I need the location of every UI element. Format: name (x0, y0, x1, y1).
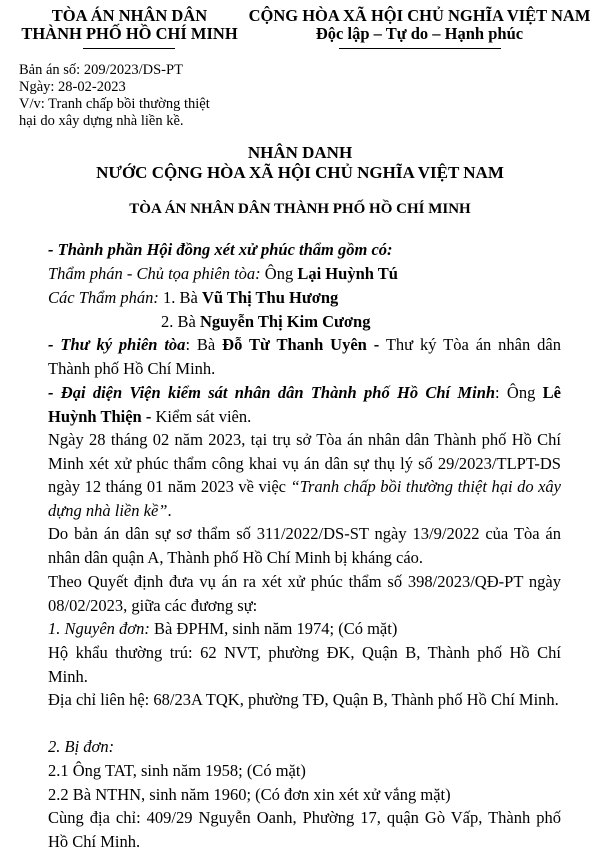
panel-heading: - Thành phần Hội đồng xét xử phúc thẩm gồm có: (48, 240, 393, 259)
title-court: TÒA ÁN NHÂN DÂN THÀNH PHỐ HỒ CHÍ MINH (129, 201, 471, 217)
decision-paragraph: Theo Quyết định đưa vụ án ra xét xử phúc thẩm số 398/2023/QĐ-PT ngày 08/02/2023, giữa các đương sự: (48, 572, 561, 615)
plaintiff-contact: Địa chỉ liên hệ: 68/23A TQK, phường TĐ, Quận B, Thành phố Hồ Chí Minh. (48, 690, 559, 709)
plaintiff-line (48, 617, 397, 641)
defendant-label: 2. Bị đơn: (48, 737, 115, 756)
case-date: Ngày: 28-02-2023 (19, 79, 126, 95)
hearing-end: . (167, 500, 172, 520)
clerk-role: Thư ký Tòa án nhân dân Thành phố Hồ Chí Minh. (48, 335, 561, 378)
procuracy-paragraph (48, 381, 561, 428)
common-address: Cùng địa chỉ: 409/29 Nguyễn Oanh, Phường 17, quận Gò Vấp, Thành phố Hồ Chí Minh. (48, 808, 561, 851)
title-in-the-name: NHÂN DANH (247, 143, 353, 162)
judge1-name: Vũ Thị Thu Hương (202, 288, 339, 307)
nation-title: CỘNG HÒA XÃ HỘI CHỦ NGHĨA VIỆT NAM (248, 6, 591, 25)
court-underline (83, 48, 175, 49)
judge2-prefix: 2. Bà (161, 312, 200, 331)
judge1-prefix: 1. Bà (158, 288, 203, 307)
plaintiff-residence: Hộ khẩu thường trú: 62 NVT, phường ĐK, Quận B, Thành phố Hồ Chí Minh. (48, 643, 561, 686)
case-number: Bản án số: 209/2023/DS-PT (19, 62, 183, 78)
judges-label: Các Thẩm phán: (48, 288, 159, 307)
clerk-label: - Thư ký phiên tòa (48, 335, 186, 354)
nation-motto: Độc lập – Tự do – Hạnh phúc (315, 24, 524, 43)
presiding-judge-label: Thẩm phán - Chủ tọa phiên tòa: (48, 264, 261, 283)
procuracy-name: Lê Huỳnh Thiện - (48, 383, 561, 426)
presiding-judge-name: Lại Huỳnh Tú (297, 264, 398, 283)
hearing-paragraph (48, 428, 561, 522)
presiding-judge-line (48, 262, 398, 286)
judges-line (48, 286, 338, 310)
motto-underline (339, 48, 501, 49)
appeal-paragraph: Do bản án dân sự sơ thẩm số 311/2022/DS-ST ngày 13/9/2022 của Tòa án nhân dân quận A, Thành phố Hồ Chí Minh bị kháng cáo. (48, 524, 561, 567)
clerk-colon: : Bà (185, 335, 223, 354)
title-nation: NƯỚC CỘNG HÒA XÃ HỘI CHỦ NGHĨA VIỆT NAM (96, 163, 504, 182)
judge2-name: Nguyễn Thị Kim Cương (199, 312, 371, 331)
case-subject-line1: V/v: Tranh chấp bồi thường thiệt (19, 96, 210, 112)
plaintiff-label: 1. Nguyên đơn: (48, 619, 150, 638)
procuracy-label: - Đại diện Viện kiểm sát nhân dân Thành phố Hồ Chí Minh (48, 383, 496, 402)
presiding-judge-prefix: Ông (260, 264, 298, 283)
court-name-line2: THÀNH PHỐ HỒ CHÍ MINH (21, 24, 238, 43)
procuracy-colon: : Ông (495, 383, 543, 402)
hearing-text: Ngày 28 tháng 02 năm 2023, tại trụ sở Tòa án nhân dân Thành phố Hồ Chí Minh xét xử phúc thẩm công khai vụ án dân sự thụ lý số 29/2023/TLPT-DS ngày 12 tháng 01 năm 2023 về việc (48, 430, 561, 497)
court-name-line1: TÒA ÁN NHÂN DÂN (51, 6, 208, 25)
clerk-name: Đỗ Từ Thanh Uyên - (222, 335, 380, 354)
case-subject-line2: hại do xây dựng nhà liền kề. (19, 113, 184, 129)
defendant-1: 2.1 Ông TAT, sinh năm 1958; (Có mặt) (48, 761, 306, 780)
hearing-quote: “Tranh chấp bồi thường thiệt hại do xây dựng nhà liền kề” (48, 477, 562, 520)
procuracy-role: Kiểm sát viên. (151, 406, 252, 426)
defendant-2: 2.2 Bà NTHN, sinh năm 1960; (Có đơn xin xét xử vắng mặt) (48, 785, 451, 804)
judge2-line (161, 310, 370, 334)
clerk-paragraph (48, 333, 561, 380)
plaintiff-text: Bà ĐPHM, sinh năm 1974; (Có mặt) (149, 619, 398, 638)
